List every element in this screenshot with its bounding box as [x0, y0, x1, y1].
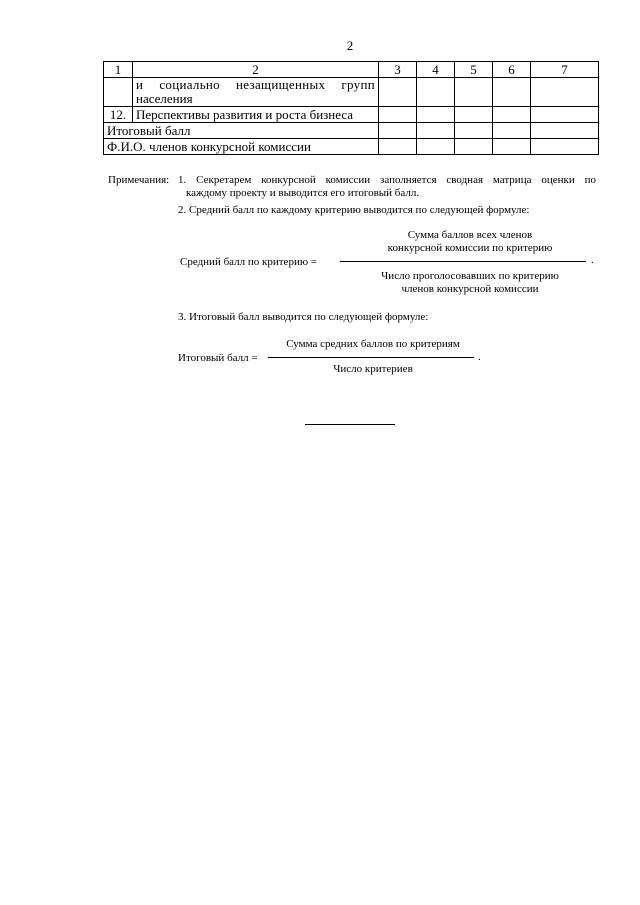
score-cell	[493, 78, 531, 107]
denominator-line: Число проголосовавших по критерию	[381, 270, 559, 282]
average-score-formula	[180, 229, 600, 299]
numerator-line: Сумма баллов всех членов	[407, 229, 533, 241]
score-cell	[531, 107, 599, 123]
table-row	[104, 78, 599, 107]
table-header-row	[104, 62, 599, 78]
score-cell	[379, 139, 417, 155]
criterion-text-line: населения	[136, 91, 193, 106]
evaluation-matrix-table	[103, 61, 599, 155]
row-number: 12.	[104, 107, 133, 123]
table-row	[104, 107, 599, 123]
total-score-formula	[178, 338, 498, 378]
formula-period: .	[478, 351, 481, 363]
header-cell: 6	[493, 62, 531, 78]
header-cell: 7	[531, 62, 599, 78]
fraction-bar	[340, 261, 586, 262]
score-cell	[417, 139, 455, 155]
score-cell	[379, 78, 417, 107]
header-cell: 4	[417, 62, 455, 78]
header-cell: 3	[379, 62, 417, 78]
numerator-line: конкурсной комиссии по критерию	[387, 242, 553, 254]
header-cell: 2	[133, 62, 379, 78]
criterion-cell	[133, 78, 379, 107]
score-cell	[379, 123, 417, 139]
total-score-label: Итоговый балл	[104, 123, 379, 139]
formula-label: Итоговый балл =	[178, 352, 258, 364]
score-cell	[455, 123, 493, 139]
note-1	[178, 174, 596, 200]
fraction-bar	[268, 357, 474, 358]
score-cell	[493, 107, 531, 123]
score-cell	[455, 107, 493, 123]
note-1-line: 1. Секретарем конкурсной комиссии заполняется сводная матрица оценки по	[178, 174, 596, 186]
note-3: 3. Итоговый балл выводится по следующей формуле:	[178, 311, 429, 323]
score-cell	[493, 139, 531, 155]
notes-label: Примечания:	[108, 174, 170, 186]
criterion-cell: Перспективы развития и роста бизнеса	[133, 107, 379, 123]
criterion-text-line: и социально незащищенных групп	[136, 77, 375, 92]
score-cell	[493, 123, 531, 139]
formula-numerator	[340, 229, 600, 255]
score-cell	[417, 78, 455, 107]
formula-label: Средний балл по критерию =	[180, 256, 318, 268]
page-number: 2	[346, 38, 354, 53]
formula-denominator: Число критериев	[333, 363, 413, 375]
score-cell	[455, 139, 493, 155]
formula-period: .	[591, 254, 594, 266]
header-cell: 5	[455, 62, 493, 78]
end-divider	[305, 424, 395, 425]
note-1-line: каждому проекту и выводится его итоговый балл.	[186, 187, 420, 199]
score-cell	[531, 123, 599, 139]
commission-members-row	[104, 139, 599, 155]
score-cell	[417, 123, 455, 139]
score-cell	[531, 139, 599, 155]
score-cell	[379, 107, 417, 123]
score-cell	[417, 107, 455, 123]
commission-members-label: Ф.И.О. членов конкурсной комиссии	[104, 139, 379, 155]
row-number	[104, 78, 133, 107]
score-cell	[455, 78, 493, 107]
denominator-line: членов конкурсной комиссии	[401, 283, 539, 295]
header-cell: 1	[104, 62, 133, 78]
formula-numerator: Сумма средних баллов по критериям	[286, 338, 460, 350]
note-2: 2. Средний балл по каждому критерию выводится по следующей формуле:	[178, 204, 530, 216]
formula-denominator	[340, 270, 600, 296]
total-score-row	[104, 123, 599, 139]
score-cell	[531, 78, 599, 107]
